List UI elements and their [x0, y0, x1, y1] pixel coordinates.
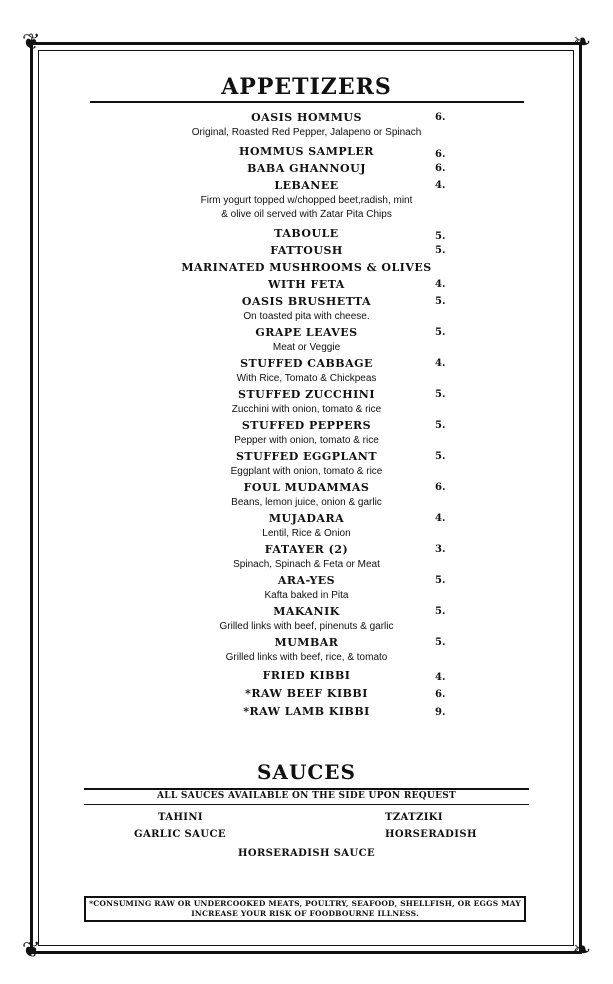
- menu-item: [0, 572, 613, 603]
- menu-item: [0, 479, 613, 510]
- menu-item: [0, 386, 613, 417]
- item-price: 5.: [435, 231, 446, 242]
- item-price: 6.: [435, 149, 446, 160]
- corner-ornament-icon: ❧: [572, 938, 591, 963]
- item-description: Grilled links with beef, pinenuts & garlic: [219, 621, 394, 632]
- item-description: Grilled links with beef, rice, & tomato: [225, 652, 388, 663]
- item-price: 3.: [435, 544, 446, 555]
- consumer-warning: [84, 896, 526, 922]
- menu-item: [0, 417, 613, 448]
- menu-item: [0, 685, 613, 702]
- item-name: STUFFED CABBAGE: [240, 357, 373, 370]
- item-description: Original, Roasted Red Pepper, Jalapeno or Spinach: [191, 127, 422, 138]
- item-description: Spinach, Spinach & Feta or Meat: [233, 559, 380, 570]
- item-name: FATTOUSH: [270, 244, 343, 257]
- item-description: Eggplant with onion, tomato & rice: [230, 466, 383, 477]
- appetizers-heading: APPETIZERS: [221, 74, 392, 100]
- item-description: Kafta baked in Pita: [264, 590, 349, 601]
- item-description: Beans, lemon juice, onion & garlic: [231, 497, 382, 508]
- menu-item: [0, 293, 613, 324]
- sauce-tzatziki: TZATZIKI: [385, 812, 443, 823]
- item-price: 6.: [435, 163, 446, 174]
- menu-item: [0, 177, 613, 222]
- item-name: STUFFED EGGPLANT: [235, 450, 378, 463]
- item-price: 5.: [435, 245, 446, 256]
- item-description: & olive oil served with Zatar Pita Chips: [221, 209, 392, 220]
- sauces-heading: SAUCES: [256, 760, 356, 784]
- item-price: 5.: [435, 575, 446, 586]
- item-name: FOUL MUDAMMAS: [243, 481, 370, 494]
- item-name: MUJADARA: [268, 512, 345, 525]
- warning-line-2: INCREASE YOUR RISK OF FOODBOURNE ILLNESS.: [191, 909, 419, 918]
- item-description: Meat or Veggie: [272, 342, 341, 353]
- sauce-horseradish-sauce: HORSERADISH SAUCE: [238, 848, 375, 859]
- item-price: 4.: [435, 180, 446, 191]
- item-price: 5.: [435, 420, 446, 431]
- item-price: 6.: [435, 482, 446, 493]
- sauce-tahini: TAHINI: [158, 812, 203, 823]
- menu-item: [0, 160, 613, 177]
- item-price: 4.: [435, 279, 446, 290]
- item-name: STUFFED ZUCCHINI: [238, 388, 375, 401]
- warning-line-1: *CONSUMING RAW OR UNDERCOOKED MEATS, POULTRY, SEAFOOD, SHELLFISH, OR EGGS MAY: [89, 899, 521, 908]
- menu-item: [0, 109, 613, 140]
- item-name: OASIS HOMMUS: [251, 111, 362, 124]
- item-price: 6.: [435, 112, 446, 123]
- item-name: STUFFED PEPPERS: [241, 419, 372, 432]
- item-price: 5.: [435, 327, 446, 338]
- item-name: MAKANIK: [273, 605, 340, 618]
- item-price: 4.: [435, 672, 446, 683]
- menu-item: [0, 225, 613, 242]
- menu-item: [0, 242, 613, 259]
- item-price: 4.: [435, 513, 446, 524]
- menu-item: [0, 603, 613, 634]
- item-name: *RAW LAMB KIBBI: [243, 705, 370, 718]
- item-name: OASIS BRUSHETTA: [241, 295, 372, 308]
- item-price: 5.: [435, 637, 446, 648]
- item-name: BABA GHANNOUJ: [247, 162, 366, 175]
- item-description: On toasted pita with cheese.: [243, 311, 370, 322]
- item-price: 9.: [435, 707, 446, 718]
- item-name: MARINATED MUSHROOMS & OLIVES: [181, 261, 432, 274]
- appetizer-list: [0, 109, 613, 720]
- sauces-note: ALL SAUCES AVAILABLE ON THE SIDE UPON REQUEST: [156, 791, 457, 801]
- sauce-garlic: GARLIC SAUCE: [134, 829, 226, 840]
- item-price: 4.: [435, 358, 446, 369]
- item-name: TABOULE: [274, 227, 339, 240]
- menu-item: [0, 143, 613, 160]
- item-description: Firm yogurt topped w/chopped beet,radish, mint: [200, 195, 413, 206]
- item-name: MUMBAR: [274, 636, 339, 649]
- item-description: With Rice, Tomato & Chickpeas: [236, 373, 377, 384]
- sauce-horseradish: HORSERADISH: [385, 829, 477, 840]
- sauces-divider-bottom: [84, 804, 529, 805]
- item-description: Lentil, Rice & Onion: [262, 528, 351, 539]
- item-price: 5.: [435, 296, 446, 307]
- item-price: 5.: [435, 389, 446, 400]
- menu-item: [0, 667, 613, 684]
- item-name: GRAPE LEAVES: [255, 326, 358, 339]
- item-name: FATAYER (2): [264, 543, 349, 556]
- menu-item: [0, 259, 613, 293]
- item-name: FRIED KIBBI: [262, 669, 351, 682]
- item-name: *RAW BEEF KIBBI: [245, 687, 368, 700]
- menu-item: [0, 703, 613, 720]
- item-name: ARA-YES: [277, 574, 336, 587]
- item-description: Pepper with onion, tomato & rice: [234, 435, 379, 446]
- corner-ornament-icon: ❦: [22, 30, 41, 55]
- menu-item: [0, 324, 613, 355]
- corner-ornament-icon: ❧: [572, 30, 591, 55]
- menu-item: [0, 541, 613, 572]
- item-name: LEBANEE: [274, 179, 339, 192]
- menu-item: [0, 355, 613, 386]
- item-price: 5.: [435, 606, 446, 617]
- menu-item: [0, 510, 613, 541]
- item-name-line2: WITH FETA: [268, 278, 345, 291]
- menu-item: [0, 448, 613, 479]
- item-price: 5.: [435, 451, 446, 462]
- item-price: 6.: [435, 689, 446, 700]
- item-name: HOMMUS SAMPLER: [239, 145, 374, 158]
- menu-item: [0, 634, 613, 665]
- item-description: Zucchini with onion, tomato & rice: [231, 404, 382, 415]
- heading-divider: [90, 101, 524, 103]
- corner-ornament-icon: ❦: [22, 938, 41, 963]
